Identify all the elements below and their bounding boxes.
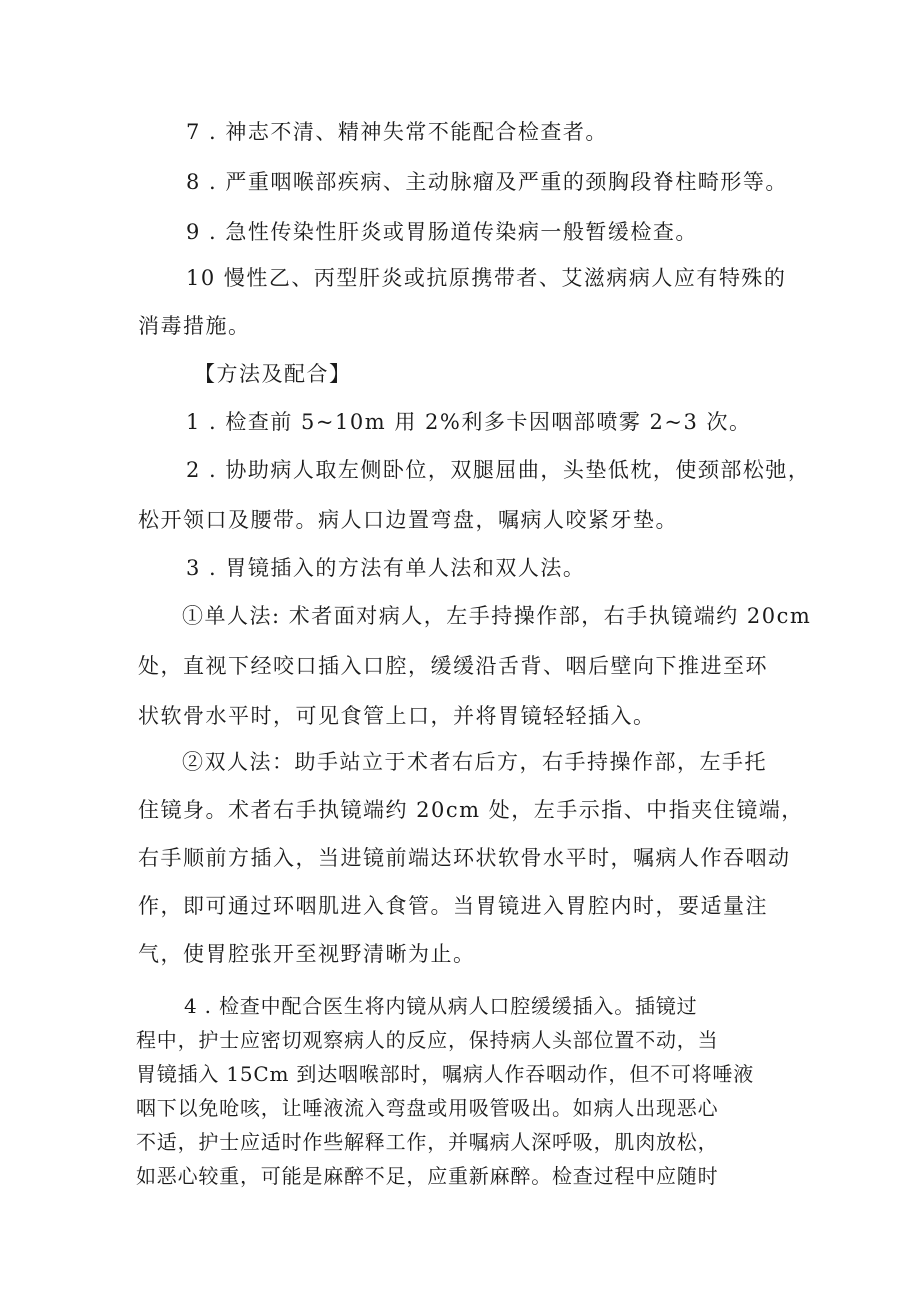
step-4-line-4: 咽下以免呛咳，让唾液流入弯盘或用吸管吸出。如病人出现恶心 xyxy=(136,1096,719,1120)
double-person-method-line-5: 气，使胃腔张开至视野清晰为止。 xyxy=(138,942,476,966)
contraindication-item-10-line-1: 10 慢性乙、丙型肝炎或抗原携带者、艾滋病病人应有特殊的 xyxy=(186,266,787,290)
single-person-method-line-2: 处，直视下经咬口插入口腔，缓缓沿舌背、咽后壁向下推进至环 xyxy=(138,654,768,678)
contraindication-item-8: 8 . 严重咽喉部疾病、主动脉瘤及严重的颈胸段脊柱畸形等。 xyxy=(186,170,788,194)
contraindication-item-7: 7 . 神志不清、精神失常不能配合检查者。 xyxy=(186,120,608,144)
step-4-line-6: 如恶心较重，可能是麻醉不足，应重新麻醉。检查过程中应随时 xyxy=(136,1164,719,1188)
single-person-method-line-1: ①单人法: 术者面对病人，左手持操作部，右手执镜端约 20cm xyxy=(182,604,812,628)
step-2-line-1: 2 . 协助病人取左侧卧位，双腿屈曲，头垫低枕，使颈部松弛， xyxy=(186,458,811,482)
double-person-method-line-4: 作，即可通过环咽肌进入食管。当胃镜进入胃腔内时，要适量注 xyxy=(138,894,768,918)
double-person-method-line-1: ②双人法：助手站立于术者右后方，右手持操作部，左手托 xyxy=(182,750,767,774)
step-3: 3 . 胃镜插入的方法有单人法和双人法。 xyxy=(186,556,586,580)
step-4-line-5: 不适，护士应适时作些解释工作，并嘱病人深呼吸，肌肉放松， xyxy=(136,1130,719,1154)
double-person-method-line-2: 住镜身。术者右手执镜端约 20cm 处，左手示指、中指夹住镜端， xyxy=(138,798,804,822)
step-4-line-2: 程中，护士应密切观察病人的反应，保持病人头部位置不动，当 xyxy=(136,1028,719,1052)
section-heading: 【方法及配合】 xyxy=(194,362,352,386)
step-2-line-2: 松开领口及腰带。病人口边置弯盘，嘱病人咬紧牙垫。 xyxy=(138,508,678,532)
step-4-line-1: 4 . 检查中配合医生将内镜从病人口腔缓缓插入。插镜过 xyxy=(184,994,698,1018)
contraindication-item-9: 9 . 急性传染性肝炎或胃肠道传染病一般暂缓检查。 xyxy=(186,220,698,244)
step-1: 1 . 检查前 5~10m 用 2%利多卡因咽部喷雾 2~3 次。 xyxy=(186,410,752,434)
double-person-method-line-3: 右手顺前方插入，当进镜前端达环状软骨水平时，嘱病人作吞咽动 xyxy=(138,846,791,870)
step-4-line-3: 胃镜插入 15Cm 到达咽喉部时，嘱病人作吞咽动作，但不可将唾液 xyxy=(136,1062,755,1086)
single-person-method-line-3: 状软骨水平时，可见食管上口，并将胃镜轻轻插入。 xyxy=(138,704,656,728)
contraindication-item-10-line-2: 消毒措施。 xyxy=(138,314,251,338)
